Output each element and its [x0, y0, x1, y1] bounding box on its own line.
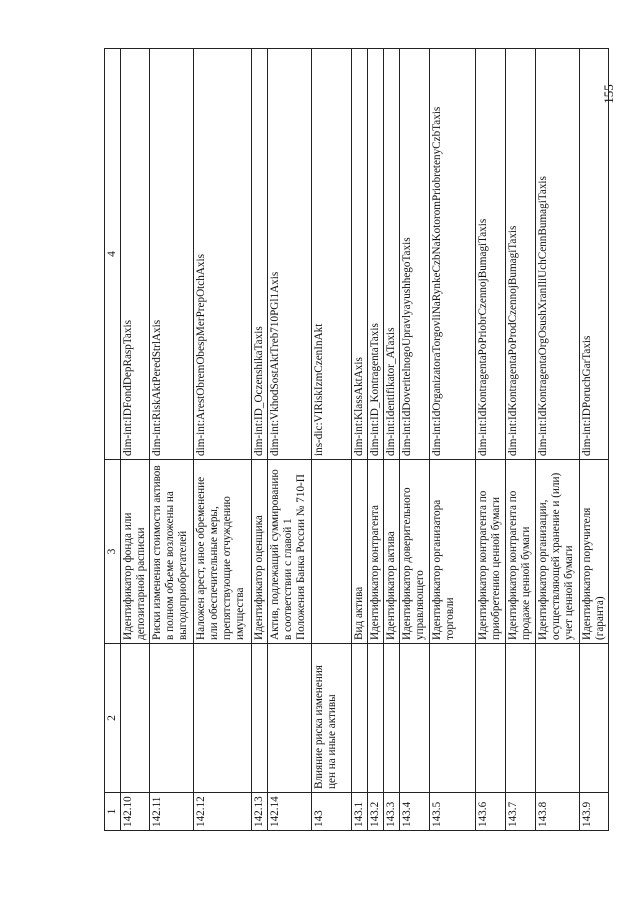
table-row — [580, 49, 609, 831]
row-group — [506, 644, 536, 793]
row-name: Идентификатор оценщика — [252, 460, 268, 644]
row-name — [312, 460, 352, 644]
row-number: 143.6 — [476, 793, 506, 831]
row-number: 142.13 — [252, 793, 268, 831]
row-code: dim-int:Identifikator_ATaxis — [384, 49, 400, 460]
table-row — [536, 49, 580, 831]
row-group — [368, 644, 384, 793]
table-row — [121, 49, 150, 831]
page-number: 155 — [600, 84, 616, 104]
row-number: 142.10 — [121, 793, 150, 831]
row-name: Идентификатор доверительного управляющего — [400, 460, 430, 644]
row-code: dim-int:VkhodSostAktTreb710PGl1Axis — [268, 49, 312, 460]
row-code: dim-int:IDPoruchGarTaxis — [580, 49, 609, 460]
row-code: dim-int:IdKontragentaPoProdCzennojBumagiTaxis — [506, 49, 536, 460]
table-row — [400, 49, 430, 831]
row-name: Идентификатор поручителя (гаранта) — [580, 460, 609, 644]
row-code: dim-int:IDFondDepRaspTaxis — [121, 49, 150, 460]
row-group — [194, 644, 252, 793]
row-group — [352, 644, 368, 793]
header-cell: 1 — [105, 793, 121, 831]
row-code: dim-int:IdOrganizatoraTorgovliNaRynkeCzbNaKotoromPriobretenyCzbTaxis — [430, 49, 476, 460]
table-row — [430, 49, 476, 831]
row-code: dim-int:KlassAktAxis — [352, 49, 368, 460]
data-table — [104, 48, 609, 831]
row-group — [400, 644, 430, 793]
header-cell: 3 — [105, 460, 121, 644]
row-group: Влияние риска изменения цен на иные активы — [312, 644, 352, 793]
row-group — [430, 644, 476, 793]
row-name: Идентификатор актива — [384, 460, 400, 644]
row-name: Идентификатор организатора торговли — [430, 460, 476, 644]
table-row — [150, 49, 194, 831]
row-name: Наложен арест, иное обременение или обеспечительные меры, препятствующие отчуждению имущества — [194, 460, 252, 644]
header-cell: 4 — [105, 49, 121, 460]
row-number: 142.14 — [268, 793, 312, 831]
row-code: dim-int:RiskAktPeredStrlAxis — [150, 49, 194, 460]
row-name: Вид актива — [352, 460, 368, 644]
row-group — [121, 644, 150, 793]
row-group — [150, 644, 194, 793]
row-number: 143.2 — [368, 793, 384, 831]
row-group — [252, 644, 268, 793]
row-number: 143.3 — [384, 793, 400, 831]
header-cell: 2 — [105, 644, 121, 793]
table-row — [384, 49, 400, 831]
row-number: 142.12 — [194, 793, 252, 831]
row-code: dim-int:ID_KontragentaTaxis — [368, 49, 384, 460]
rotated-table-container — [104, 49, 606, 831]
row-group — [384, 644, 400, 793]
row-code: dim-int:IdDoveritelnogoUpravlyayushhegoTaxis — [400, 49, 430, 460]
row-group — [268, 644, 312, 793]
table-row — [312, 49, 352, 831]
row-number: 143.5 — [430, 793, 476, 831]
row-code: dim-int:IdKontragentaOrgOsushXranIliUchCennBumagiTaxis — [536, 49, 580, 460]
row-group — [580, 644, 609, 793]
row-name: Актив, подлежащий суммированию в соответствии с главой 1 Положения Банка России № 710-П — [268, 460, 312, 644]
table-row — [352, 49, 368, 831]
row-number: 143.9 — [580, 793, 609, 831]
row-number: 143 — [312, 793, 352, 831]
row-code: dim-int:ID_OczenshikaTaxis — [252, 49, 268, 460]
row-number: 143.8 — [536, 793, 580, 831]
table-row — [476, 49, 506, 831]
table-row — [368, 49, 384, 831]
row-name: Идентификатор контрагента по продаже ценной бумаги — [506, 460, 536, 644]
row-name: Идентификатор контрагента — [368, 460, 384, 644]
table-row — [252, 49, 268, 831]
table-row — [194, 49, 252, 831]
row-code: dim-int:ArestObremObespMerPrepOtchAxis — [194, 49, 252, 460]
row-group — [476, 644, 506, 793]
row-name: Идентификатор фонда или депозитарной расписки — [121, 460, 150, 644]
row-name: Идентификатор контрагента по приобретению ценной бумаги — [476, 460, 506, 644]
table-row — [506, 49, 536, 831]
row-number: 143.7 — [506, 793, 536, 831]
row-number: 143.1 — [352, 793, 368, 831]
row-group — [536, 644, 580, 793]
table-row — [268, 49, 312, 831]
table-header-row — [105, 49, 121, 831]
row-name: Риски изменения стоимости активов в полном объеме возложены на выгодоприобретателей — [150, 460, 194, 644]
row-name: Идентификатор организации, осуществляющей хранение и (или) учет ценной бумаги — [536, 460, 580, 644]
row-code: ins-dic:VIRiskIzmCzenInAkt — [312, 49, 352, 460]
row-code: dim-int:IdKontragentaPoPriobrCzennojBumagiTaxis — [476, 49, 506, 460]
row-number: 143.4 — [400, 793, 430, 831]
row-number: 142.11 — [150, 793, 194, 831]
